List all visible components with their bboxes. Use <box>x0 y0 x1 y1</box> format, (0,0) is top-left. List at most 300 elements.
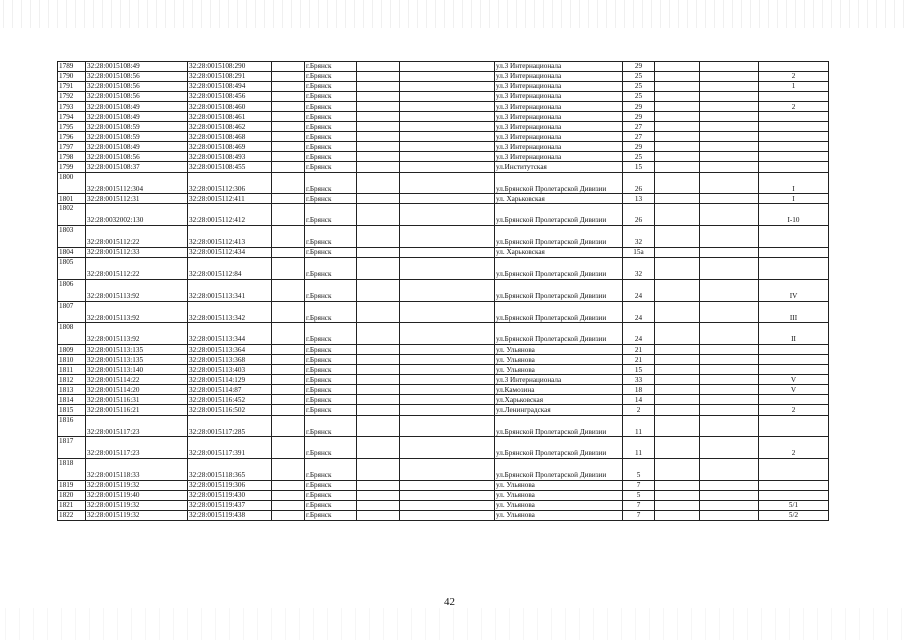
table-row <box>58 323 829 345</box>
land-cadastral-number-cell: 32:28:0015108:56 <box>86 92 188 102</box>
apartment-cell: III <box>759 301 829 323</box>
house-number-cell: 18 <box>623 385 655 395</box>
table-row <box>58 415 829 437</box>
row-number-cell: 1801 <box>58 194 86 204</box>
empty-cell <box>357 72 400 82</box>
empty-cell <box>357 142 400 152</box>
table-row <box>58 62 829 72</box>
object-cadastral-number-cell: 32:28:0015108:462 <box>188 122 272 132</box>
row-number-cell: 1809 <box>58 345 86 355</box>
street-cell: ул.3 Интернационала <box>495 122 623 132</box>
empty-cell <box>400 459 495 481</box>
table-row <box>58 92 829 102</box>
row-number-cell: 1817 <box>58 437 86 459</box>
land-cadastral-number-cell: 32:28:0015114:20 <box>86 385 188 395</box>
table-row <box>58 172 829 194</box>
object-cadastral-number-cell: 32:28:0015108:460 <box>188 102 272 112</box>
empty-cell <box>655 258 700 280</box>
object-cadastral-number-cell: 32:28:0015108:291 <box>188 72 272 82</box>
city-cell: г.Брянск <box>305 142 357 152</box>
table-row <box>58 437 829 459</box>
row-number-cell: 1804 <box>58 247 86 257</box>
street-cell: ул.Харьковская <box>495 395 623 405</box>
city-cell: г.Брянск <box>305 385 357 395</box>
city-cell: г.Брянск <box>305 415 357 437</box>
land-cadastral-number-cell: 32:28:0015116:21 <box>86 405 188 415</box>
empty-cell <box>700 501 759 511</box>
empty-cell <box>272 279 305 301</box>
empty-cell <box>357 102 400 112</box>
empty-cell <box>655 501 700 511</box>
house-number-cell: 7 <box>623 511 655 521</box>
street-cell: ул.Институтская <box>495 162 623 172</box>
empty-cell <box>357 301 400 323</box>
house-number-cell: 33 <box>623 375 655 385</box>
street-cell: ул.3 Интернационала <box>495 82 623 92</box>
table-row <box>58 405 829 415</box>
apartment-cell <box>759 162 829 172</box>
row-number-cell: 1794 <box>58 112 86 122</box>
empty-cell <box>272 355 305 365</box>
table-row <box>58 459 829 481</box>
land-cadastral-number-cell: 32:28:0015112:31 <box>86 194 188 204</box>
empty-cell <box>700 355 759 365</box>
street-cell: ул. Ульянова <box>495 480 623 490</box>
empty-cell <box>400 385 495 395</box>
object-cadastral-number-cell: 32:28:0015114:87 <box>188 385 272 395</box>
land-cadastral-number-cell: 32:28:0032002:130 <box>86 204 188 226</box>
empty-cell <box>655 226 700 248</box>
empty-cell <box>272 82 305 92</box>
empty-cell <box>655 437 700 459</box>
apartment-cell: I-10 <box>759 204 829 226</box>
house-number-cell: 29 <box>623 142 655 152</box>
land-cadastral-number-cell: 32:28:0015108:49 <box>86 102 188 112</box>
house-number-cell: 25 <box>623 152 655 162</box>
object-cadastral-number-cell: 32:28:0015117:391 <box>188 437 272 459</box>
land-cadastral-number-cell: 32:28:0015112:22 <box>86 258 188 280</box>
house-number-cell: 32 <box>623 226 655 248</box>
table-row <box>58 162 829 172</box>
empty-cell <box>400 62 495 72</box>
city-cell: г.Брянск <box>305 437 357 459</box>
empty-cell <box>272 375 305 385</box>
city-cell: г.Брянск <box>305 301 357 323</box>
street-cell: ул.3 Интернационала <box>495 375 623 385</box>
empty-cell <box>655 279 700 301</box>
street-cell: ул.Ленинградская <box>495 405 623 415</box>
empty-cell <box>357 511 400 521</box>
empty-cell <box>272 365 305 375</box>
row-number-cell: 1802 <box>58 204 86 226</box>
apartment-cell <box>759 365 829 375</box>
table-row <box>58 142 829 152</box>
house-number-cell: 11 <box>623 415 655 437</box>
empty-cell <box>700 102 759 112</box>
street-cell: ул.3 Интернационала <box>495 112 623 122</box>
empty-cell <box>700 385 759 395</box>
object-cadastral-number-cell: 32:28:0015113:344 <box>188 323 272 345</box>
empty-cell <box>700 323 759 345</box>
city-cell: г.Брянск <box>305 72 357 82</box>
empty-cell <box>400 226 495 248</box>
land-cadastral-number-cell: 32:28:0015108:56 <box>86 82 188 92</box>
empty-cell <box>357 437 400 459</box>
object-cadastral-number-cell: 32:28:0015117:285 <box>188 415 272 437</box>
empty-cell <box>400 132 495 142</box>
empty-cell <box>400 172 495 194</box>
empty-cell <box>700 72 759 82</box>
apartment-cell: V <box>759 385 829 395</box>
apartment-cell: II <box>759 323 829 345</box>
land-cadastral-number-cell: 32:28:0015113:92 <box>86 279 188 301</box>
object-cadastral-number-cell: 32:28:0015108:456 <box>188 92 272 102</box>
object-cadastral-number-cell: 32:28:0015112:434 <box>188 247 272 257</box>
empty-cell <box>400 142 495 152</box>
object-cadastral-number-cell: 32:28:0015116:502 <box>188 405 272 415</box>
empty-cell <box>655 511 700 521</box>
empty-cell <box>700 405 759 415</box>
empty-cell <box>400 301 495 323</box>
table-row <box>58 152 829 162</box>
empty-cell <box>655 365 700 375</box>
row-number-cell: 1796 <box>58 132 86 142</box>
empty-cell <box>357 405 400 415</box>
empty-cell <box>357 480 400 490</box>
table-row <box>58 385 829 395</box>
empty-cell <box>400 501 495 511</box>
street-cell: ул. Ульянова <box>495 355 623 365</box>
row-number-cell: 1813 <box>58 385 86 395</box>
empty-cell <box>400 258 495 280</box>
apartment-cell: I <box>759 194 829 204</box>
apartment-cell <box>759 226 829 248</box>
row-number-cell: 1807 <box>58 301 86 323</box>
empty-cell <box>655 82 700 92</box>
city-cell: г.Брянск <box>305 365 357 375</box>
house-number-cell: 24 <box>623 279 655 301</box>
city-cell: г.Брянск <box>305 62 357 72</box>
land-cadastral-number-cell: 32:28:0015119:32 <box>86 480 188 490</box>
empty-cell <box>700 247 759 257</box>
street-cell: ул. Ульянова <box>495 511 623 521</box>
row-number-cell: 1808 <box>58 323 86 345</box>
street-cell: ул.3 Интернационала <box>495 72 623 82</box>
row-number-cell: 1799 <box>58 162 86 172</box>
empty-cell <box>357 279 400 301</box>
city-cell: г.Брянск <box>305 355 357 365</box>
row-number-cell: 1815 <box>58 405 86 415</box>
house-number-cell: 32 <box>623 258 655 280</box>
table-row <box>58 258 829 280</box>
empty-cell <box>272 415 305 437</box>
empty-cell <box>400 102 495 112</box>
object-cadastral-number-cell: 32:28:0015113:403 <box>188 365 272 375</box>
table-row <box>58 194 829 204</box>
empty-cell <box>400 247 495 257</box>
house-number-cell: 7 <box>623 480 655 490</box>
city-cell: г.Брянск <box>305 501 357 511</box>
empty-cell <box>700 375 759 385</box>
empty-cell <box>272 385 305 395</box>
empty-cell <box>700 82 759 92</box>
empty-cell <box>357 395 400 405</box>
row-number-cell: 1816 <box>58 415 86 437</box>
scan-noise-top <box>0 0 905 28</box>
apartment-cell <box>759 122 829 132</box>
empty-cell <box>357 152 400 162</box>
empty-cell <box>700 480 759 490</box>
table-row <box>58 511 829 521</box>
table-row <box>58 82 829 92</box>
table-row <box>58 365 829 375</box>
empty-cell <box>272 226 305 248</box>
city-cell: г.Брянск <box>305 247 357 257</box>
row-number-cell: 1791 <box>58 82 86 92</box>
empty-cell <box>272 501 305 511</box>
empty-cell <box>655 247 700 257</box>
empty-cell <box>700 301 759 323</box>
empty-cell <box>400 122 495 132</box>
object-cadastral-number-cell: 32:28:0015119:438 <box>188 511 272 521</box>
empty-cell <box>400 92 495 102</box>
empty-cell <box>272 142 305 152</box>
apartment-cell <box>759 152 829 162</box>
city-cell: г.Брянск <box>305 375 357 385</box>
table-row <box>58 72 829 82</box>
empty-cell <box>400 323 495 345</box>
empty-cell <box>357 365 400 375</box>
house-number-cell: 26 <box>623 204 655 226</box>
house-number-cell: 2 <box>623 405 655 415</box>
empty-cell <box>400 345 495 355</box>
row-number-cell: 1795 <box>58 122 86 132</box>
object-cadastral-number-cell: 32:28:0015113:342 <box>188 301 272 323</box>
row-number-cell: 1819 <box>58 480 86 490</box>
apartment-cell: V <box>759 375 829 385</box>
house-number-cell: 14 <box>623 395 655 405</box>
empty-cell <box>655 301 700 323</box>
land-cadastral-number-cell: 32:28:0015119:40 <box>86 490 188 500</box>
street-cell: ул.Брянской Пролетарской Дивизии <box>495 172 623 194</box>
row-number-cell: 1797 <box>58 142 86 152</box>
apartment-cell <box>759 92 829 102</box>
house-number-cell: 26 <box>623 172 655 194</box>
city-cell: г.Брянск <box>305 258 357 280</box>
house-number-cell: 29 <box>623 62 655 72</box>
city-cell: г.Брянск <box>305 459 357 481</box>
object-cadastral-number-cell: 32:28:0015112:84 <box>188 258 272 280</box>
street-cell: ул.3 Интернационала <box>495 102 623 112</box>
empty-cell <box>700 395 759 405</box>
city-cell: г.Брянск <box>305 395 357 405</box>
empty-cell <box>272 258 305 280</box>
house-number-cell: 15 <box>623 162 655 172</box>
land-cadastral-number-cell: 32:28:0015108:59 <box>86 132 188 142</box>
street-cell: ул.3 Интернационала <box>495 132 623 142</box>
empty-cell <box>655 62 700 72</box>
table-row <box>58 345 829 355</box>
city-cell: г.Брянск <box>305 162 357 172</box>
city-cell: г.Брянск <box>305 405 357 415</box>
empty-cell <box>357 132 400 142</box>
empty-cell <box>272 112 305 122</box>
empty-cell <box>700 152 759 162</box>
street-cell: ул.Брянской Пролетарской Дивизии <box>495 459 623 481</box>
object-cadastral-number-cell: 32:28:0015116:452 <box>188 395 272 405</box>
city-cell: г.Брянск <box>305 122 357 132</box>
empty-cell <box>357 172 400 194</box>
empty-cell <box>357 112 400 122</box>
street-cell: ул. Ульянова <box>495 345 623 355</box>
empty-cell <box>700 226 759 248</box>
empty-cell <box>655 490 700 500</box>
row-number-cell: 1812 <box>58 375 86 385</box>
land-cadastral-number-cell: 32:28:0015113:92 <box>86 323 188 345</box>
empty-cell <box>357 92 400 102</box>
city-cell: г.Брянск <box>305 226 357 248</box>
land-cadastral-number-cell: 32:28:0015116:31 <box>86 395 188 405</box>
empty-cell <box>655 102 700 112</box>
table-row <box>58 355 829 365</box>
empty-cell <box>700 279 759 301</box>
object-cadastral-number-cell: 32:28:0015119:306 <box>188 480 272 490</box>
apartment-cell <box>759 112 829 122</box>
city-cell: г.Брянск <box>305 490 357 500</box>
empty-cell <box>700 62 759 72</box>
house-number-cell: 21 <box>623 345 655 355</box>
land-cadastral-number-cell: 32:28:0015117:23 <box>86 415 188 437</box>
object-cadastral-number-cell: 32:28:0015108:461 <box>188 112 272 122</box>
street-cell: ул.Брянской Пролетарской Дивизии <box>495 437 623 459</box>
empty-cell <box>700 258 759 280</box>
register-body <box>58 62 829 521</box>
empty-cell <box>357 459 400 481</box>
empty-cell <box>272 92 305 102</box>
empty-cell <box>400 82 495 92</box>
empty-cell <box>700 112 759 122</box>
empty-cell <box>357 247 400 257</box>
empty-cell <box>272 511 305 521</box>
empty-cell <box>272 162 305 172</box>
empty-cell <box>357 490 400 500</box>
land-cadastral-number-cell: 32:28:0015112:22 <box>86 226 188 248</box>
street-cell: ул.3 Интернационала <box>495 92 623 102</box>
land-cadastral-number-cell: 32:28:0015113:140 <box>86 365 188 375</box>
city-cell: г.Брянск <box>305 323 357 345</box>
street-cell: ул.Брянской Пролетарской Дивизии <box>495 415 623 437</box>
empty-cell <box>700 172 759 194</box>
house-number-cell: 13 <box>623 194 655 204</box>
table-row <box>58 204 829 226</box>
empty-cell <box>272 62 305 72</box>
land-cadastral-number-cell: 32:28:0015112:33 <box>86 247 188 257</box>
house-number-cell: 29 <box>623 102 655 112</box>
apartment-cell <box>759 415 829 437</box>
empty-cell <box>272 102 305 112</box>
empty-cell <box>655 395 700 405</box>
empty-cell <box>272 172 305 194</box>
empty-cell <box>400 480 495 490</box>
empty-cell <box>272 345 305 355</box>
object-cadastral-number-cell: 32:28:0015114:129 <box>188 375 272 385</box>
empty-cell <box>655 152 700 162</box>
table-row <box>58 226 829 248</box>
house-number-cell: 21 <box>623 355 655 365</box>
empty-cell <box>272 480 305 490</box>
row-number-cell: 1805 <box>58 258 86 280</box>
empty-cell <box>357 415 400 437</box>
object-cadastral-number-cell: 32:28:0015119:437 <box>188 501 272 511</box>
land-cadastral-number-cell: 32:28:0015108:49 <box>86 62 188 72</box>
apartment-cell <box>759 459 829 481</box>
land-cadastral-number-cell: 32:28:0015108:49 <box>86 142 188 152</box>
land-cadastral-number-cell: 32:28:0015108:56 <box>86 152 188 162</box>
property-register-table <box>57 61 829 521</box>
street-cell: ул.Брянской Пролетарской Дивизии <box>495 323 623 345</box>
empty-cell <box>400 355 495 365</box>
house-number-cell: 27 <box>623 122 655 132</box>
row-number-cell: 1806 <box>58 279 86 301</box>
empty-cell <box>272 152 305 162</box>
apartment-cell: 2 <box>759 437 829 459</box>
empty-cell <box>655 72 700 82</box>
street-cell: ул. Ульянова <box>495 490 623 500</box>
house-number-cell: 24 <box>623 323 655 345</box>
empty-cell <box>400 152 495 162</box>
row-number-cell: 1803 <box>58 226 86 248</box>
empty-cell <box>655 92 700 102</box>
table-row <box>58 112 829 122</box>
row-number-cell: 1793 <box>58 102 86 112</box>
apartment-cell <box>759 247 829 257</box>
city-cell: г.Брянск <box>305 152 357 162</box>
house-number-cell: 29 <box>623 112 655 122</box>
row-number-cell: 1789 <box>58 62 86 72</box>
empty-cell <box>357 62 400 72</box>
land-cadastral-number-cell: 32:28:0015108:49 <box>86 112 188 122</box>
empty-cell <box>272 459 305 481</box>
empty-cell <box>357 375 400 385</box>
street-cell: ул. Харьковская <box>495 247 623 257</box>
land-cadastral-number-cell: 32:28:0015113:92 <box>86 301 188 323</box>
empty-cell <box>272 395 305 405</box>
street-cell: ул.3 Интернационала <box>495 62 623 72</box>
object-cadastral-number-cell: 32:28:0015112:306 <box>188 172 272 194</box>
apartment-cell: 5/2 <box>759 511 829 521</box>
empty-cell <box>400 405 495 415</box>
empty-cell <box>655 375 700 385</box>
apartment-cell <box>759 480 829 490</box>
street-cell: ул. Ульянова <box>495 501 623 511</box>
empty-cell <box>272 323 305 345</box>
land-cadastral-number-cell: 32:28:0015113:135 <box>86 355 188 365</box>
street-cell: ул.Брянской Пролетарской Дивизии <box>495 226 623 248</box>
scan-noise-bottom <box>0 608 905 640</box>
empty-cell <box>357 355 400 365</box>
empty-cell <box>700 194 759 204</box>
house-number-cell: 5 <box>623 459 655 481</box>
empty-cell <box>272 194 305 204</box>
empty-cell <box>655 385 700 395</box>
empty-cell <box>700 511 759 521</box>
empty-cell <box>655 204 700 226</box>
empty-cell <box>700 162 759 172</box>
empty-cell <box>400 511 495 521</box>
object-cadastral-number-cell: 32:28:0015119:430 <box>188 490 272 500</box>
empty-cell <box>700 459 759 481</box>
table-row <box>58 122 829 132</box>
